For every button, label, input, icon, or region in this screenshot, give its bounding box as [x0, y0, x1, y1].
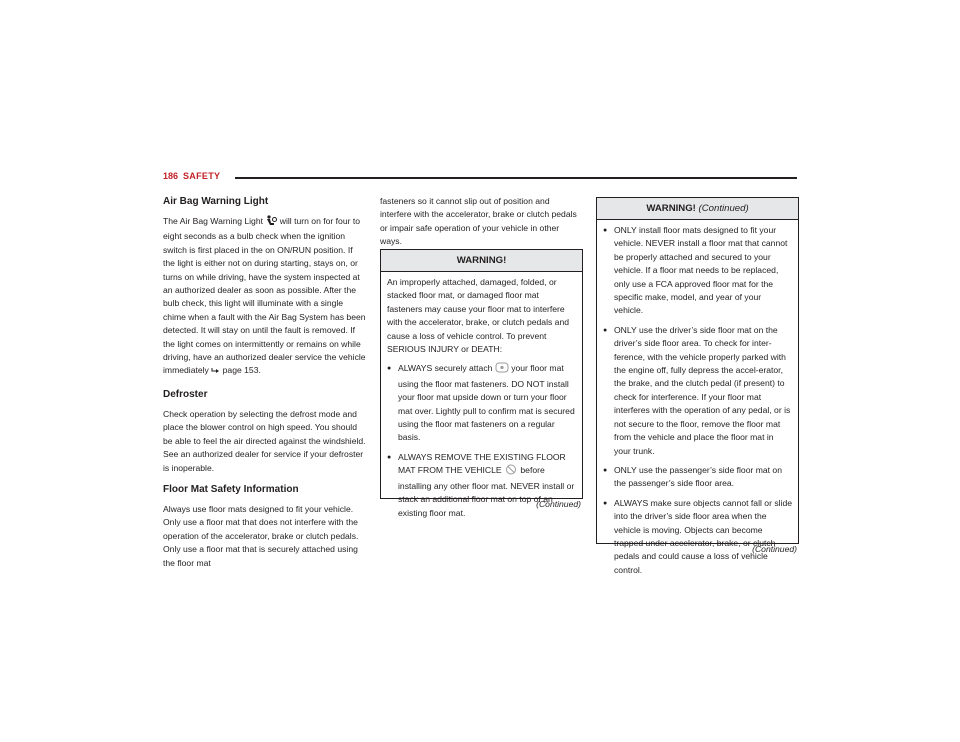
- warning-box-1-title: WARNING!: [381, 250, 582, 272]
- page-header: [163, 171, 797, 185]
- bullet-text-start: ALWAYS REMOVE THE EXISTING FLOOR MAT FROM THE VEHICLE: [398, 451, 566, 476]
- warning-box-1-body: [381, 272, 582, 520]
- floor-mat-paragraph-1: Always use floor mats designed to fit your vehicle. Only use a floor mat that does not interfere with the operation of the accelerator, brake or clutch pedals. Only use a floor mat that is securely attached using the floor mat: [163, 503, 359, 568]
- floor-mat-heading: Floor Mat Safety Information: [163, 483, 299, 495]
- warning-box-2-title-text: WARNING!: [646, 203, 696, 214]
- airbag-page-ref[interactable]: page 153.: [222, 365, 261, 376]
- bullet-text-end: before installing any other floor mat. NEVER install or stack an additional floor mat on top of an existing floor mat.: [398, 465, 575, 518]
- airbag-text-end: will turn on for four to eight seconds as a bulb check when the ignition switch is first placed in the on ON/RUN position. If the light is either not on during starting, stays on, or turns on while driving, have the system inspected at an authorized dealer as soon as possible. After the bulb check, this light will illuminate with a single chime when a fault with the Air Bag System has been detected. It will stay on until the fault is removed. If the light comes on intermittently or remains on while driving, have an authorized dealer service the vehicle immediately: [163, 216, 366, 376]
- warning-box-2-title-suffix: (Continued): [698, 203, 749, 214]
- floor-mat-paragraph-2: fasteners so it cannot slip out of position and interfere with the accelerator, brake or clutch pedals or impair safe operation of your vehicle in other ways.: [380, 196, 577, 247]
- section-title: SAFETY: [183, 171, 221, 181]
- list-item: ● ALWAYS make sure objects cannot fall or slide into the driver’s side floor area when the vehicle is moving. Objects can become trapped under accelerator, brake, or clutch pedals and could cause a loss of vehicle control.: [603, 497, 792, 577]
- floor-mat-fastener-icon: [495, 362, 509, 377]
- airbag-warning-icon: [265, 215, 277, 230]
- no-stacking-icon: [504, 464, 518, 479]
- defroster-paragraph: Check operation by selecting the defrost mode and place the blower control on high speed. You should be able to feel the air directed against the windshield. See an authorized dealer for service if your defroster is inoperable.: [163, 408, 366, 473]
- continued-label-2: (Continued): [752, 544, 797, 554]
- warning-intro: An improperly attached, damaged, folded, or stacked floor mat, or damaged floor mat fasteners may cause your floor mat to interfere with the accelerator, brake, or clutch pedals and cause a loss of vehicle control. To prevent SERIOUS INJURY or DEATH:: [387, 277, 570, 355]
- page-ref-arrow-icon: [211, 366, 220, 379]
- warning-box-2: [596, 197, 799, 575]
- warning-box-2-body: [597, 220, 798, 577]
- defroster-heading: Defroster: [163, 388, 208, 400]
- airbag-heading: Air Bag Warning Light: [163, 196, 269, 207]
- bullet-text-end: your floor mat using the floor mat fasteners. DO NOT install your floor mat upside down or turn your floor mat over. Lightly pull to confirm mat is secured using the floor mat fasteners on a regular basis.: [398, 363, 575, 443]
- airbag-paragraph: [163, 215, 366, 380]
- airbag-text-start: The Air Bag Warning Light: [163, 216, 263, 226]
- list-item: ● ONLY use the passenger’s side floor mat on the passenger’s side floor area.: [603, 464, 792, 491]
- list-item: [387, 451, 576, 520]
- page-number: 186: [163, 171, 179, 181]
- continued-label-1: (Continued): [536, 499, 581, 509]
- warning-box-2-title: [597, 198, 798, 220]
- bullet-text-start: ALWAYS securely attach: [398, 363, 493, 374]
- list-item: ● ONLY use the driver’s side floor mat on the driver’s side floor area. To check for inter-ference, with the vehicle properly parked with the engine off, fully depress the accel-erator, the brake, and the clutch pedal (if present) to check for interference. If your floor mat interferes with the operation of any pedal, or is not secure to the floor, remove the floor mat from the vehicle and place the floor mat in your trunk.: [603, 324, 792, 458]
- column-left: [163, 195, 366, 576]
- column-middle: [380, 195, 583, 255]
- list-item: ● ONLY install floor mats designed to fit your vehicle. NEVER install a floor mat that cannot be properly attached and secured to your vehicle. If a floor mat needs to be replaced, only use a FCA approved floor mat for the specific make, model, and year of your vehicle.: [603, 224, 792, 318]
- header-rule: [235, 177, 797, 179]
- list-item: [387, 362, 576, 444]
